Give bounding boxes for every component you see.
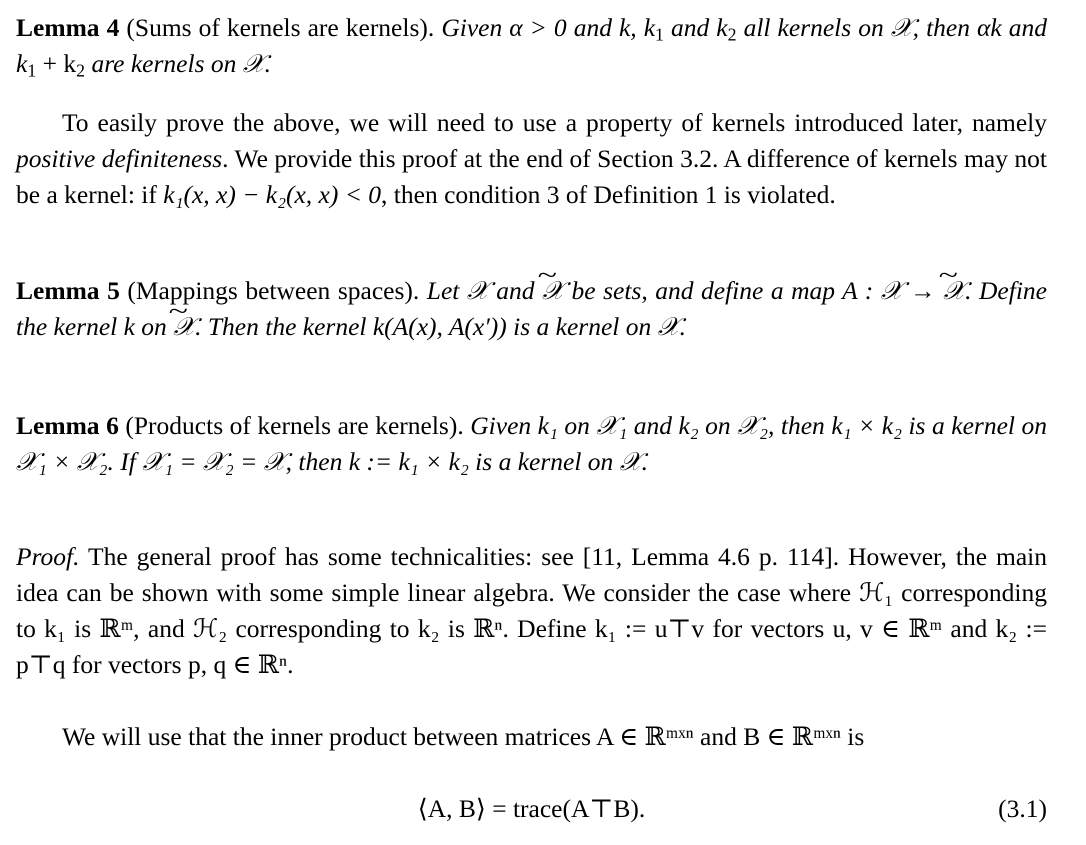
x-tilde-symbol: ~ 𝒳: [173, 309, 195, 345]
x-tilde-symbol: ~ 𝒳: [943, 273, 965, 309]
proof-block: [16, 539, 1047, 683]
lemma-5-label: Lemma 5: [16, 276, 120, 305]
lemma-5: [16, 273, 1047, 345]
lemma-6: [16, 408, 1047, 480]
lemma-5-statement: Let 𝒳 and ~ 𝒳 be sets, and define a map A : 𝒳 → ~ 𝒳. Define the kernel k on ~ 𝒳. Then the kernel k(A(x), A(x′)) is a kernel on 𝒳.: [16, 276, 1047, 341]
proof-label: Proof.: [16, 542, 80, 571]
paragraph-inner-product: [16, 719, 1047, 755]
paragraph-1-text-a: To easily prove the above, we will need to use a property of kernels introduced later, namely: [62, 108, 1047, 137]
lemma-6-title: (Products of kernels are kernels).: [125, 411, 464, 440]
lemma-6-label: Lemma 6: [16, 411, 119, 440]
x-tilde-symbol: ~ 𝒳: [542, 273, 564, 309]
lemma-4-label: Lemma 4: [16, 13, 120, 42]
paragraph-2-text: We will use that the inner product between matrices A ∈ ℝᵐˣⁿ and B ∈ ℝᵐˣⁿ is: [62, 722, 865, 751]
paragraph-positive-definiteness: [16, 105, 1047, 213]
paragraph-1-emphasis: positive definiteness: [16, 144, 223, 173]
equation-3-1: [16, 791, 1047, 827]
lemma-4: [16, 10, 1047, 82]
lemma-5-title: (Mappings between spaces).: [127, 276, 420, 305]
proof-text: The general proof has some technicalities: see [11, Lemma 4.6 p. 114]. However, the main idea can be shown with some simple linear algebra. We consider the case where ℋ₁ corresponding to k₁ is ℝᵐ, and ℋ₂ corresponding to k₂ is ℝⁿ. Define k₁ := u⊤v for vectors u, v ∈ ℝᵐ and k₂ := p⊤q for vectors p, q ∈ ℝⁿ.: [16, 542, 1047, 679]
equation-body: ⟨A, B⟩ = trace(A⊤B).: [417, 794, 646, 823]
equation-number: (3.1): [998, 794, 1047, 823]
lemma-6-statement: Given k₁ on 𝒳₁ and k₂ on 𝒳₂, then k₁ × k₂ is a kernel on 𝒳₁ × 𝒳₂. If 𝒳₁ = 𝒳₂ = 𝒳, then k := k₁ × k₂ is a kernel on 𝒳.: [16, 411, 1048, 476]
paragraph-1-math: k₁(x, x) − k₂(x, x) < 0: [163, 180, 382, 209]
lemma-4-statement: Given α > 0 and k, $k_1$ and $k_2$ all kernels on 𝒳, then αk and $k_1 + k_2$ are kernels on 𝒳.: [16, 13, 1048, 81]
paragraph-1-text-b: . We provide this proof at the end of Section 3.2. A difference of kernels may not be a kernel: if: [16, 144, 1047, 209]
paragraph-1-text-c: , then condition 3 of Definition 1 is violated.: [381, 180, 836, 209]
lemma-4-title: (Sums of kernels are kernels).: [126, 13, 435, 42]
